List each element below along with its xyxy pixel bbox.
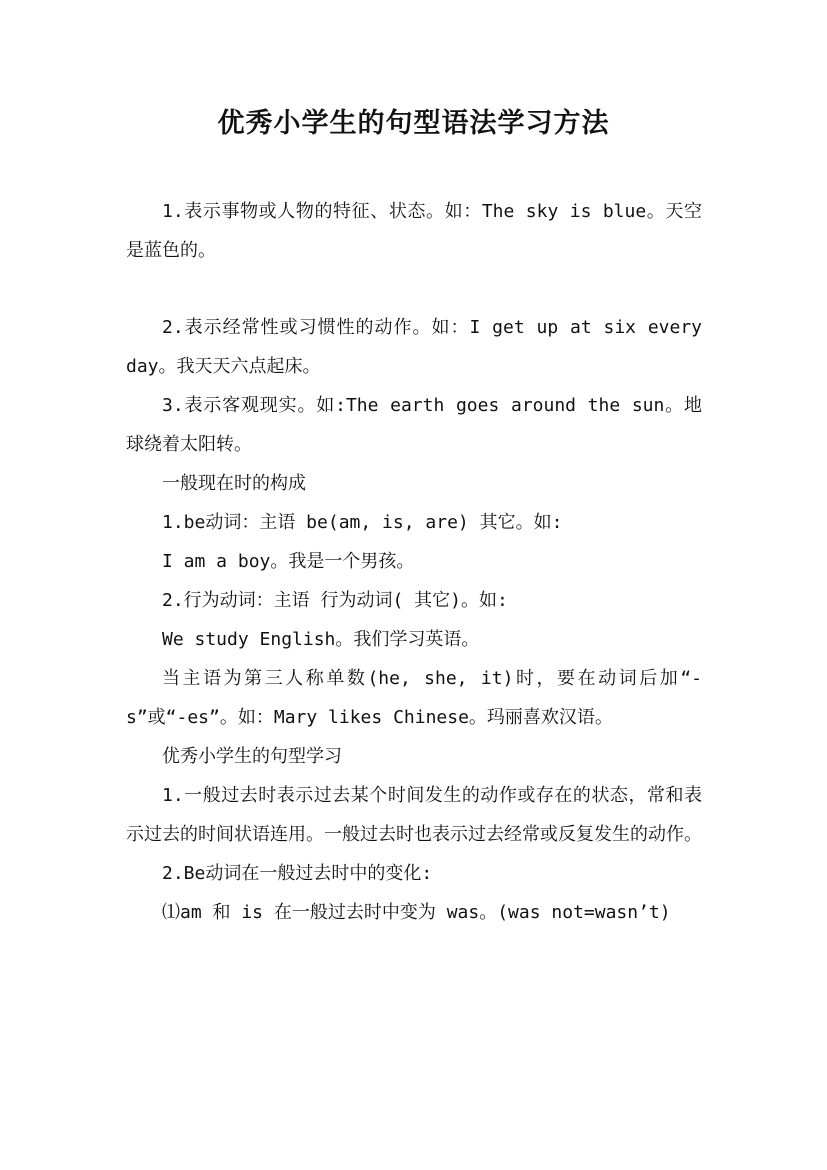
paragraph-2: 2.表示经常性或习惯性的动作。如：I get up at six every day。我天天六点起床。 bbox=[126, 317, 702, 377]
paragraph-5: 1.be动词：主语 be(am, is, are) 其它。如: bbox=[162, 512, 563, 533]
paragraph-6: I am a boy。我是一个男孩。 bbox=[162, 551, 415, 572]
paragraph-8: We study English。我们学习英语。 bbox=[162, 629, 480, 650]
section-heading-present-tense: 一般现在时的构成 bbox=[162, 473, 306, 494]
paragraph-1: 1.表示事物或人物的特征、状态。如：The sky is blue。天空是蓝色的。 bbox=[126, 201, 702, 261]
paragraph-9: 当主语为第三人称单数(he, she, it)时，要在动词后加“-s”或“-es”。如：Mary likes Chinese。玛丽喜欢汉语。 bbox=[126, 668, 702, 728]
paragraph-11: 1.一般过去时表示过去某个时间发生的动作或存在的状态，常和表示过去的时间状语连用。一般过去时也表示过去经常或反复发生的动作。 bbox=[126, 785, 702, 845]
paragraph-12: 2.Be动词在一般过去时中的变化: bbox=[162, 863, 433, 884]
section-heading-sentence-study: 优秀小学生的句型学习 bbox=[162, 746, 342, 767]
paragraph-7: 2.行为动词：主语 行为动词( 其它)。如: bbox=[162, 590, 508, 611]
document-title: 优秀小学生的句型语法学习方法 bbox=[217, 108, 610, 139]
paragraph-3: 3.表示客观现实。如:The earth goes around the sun。地球绕着太阳转。 bbox=[126, 395, 702, 455]
paragraph-13: ⑴am 和 is 在一般过去时中变为 was。(was not=wasn’t) bbox=[162, 902, 671, 923]
document-body bbox=[126, 192, 702, 932]
